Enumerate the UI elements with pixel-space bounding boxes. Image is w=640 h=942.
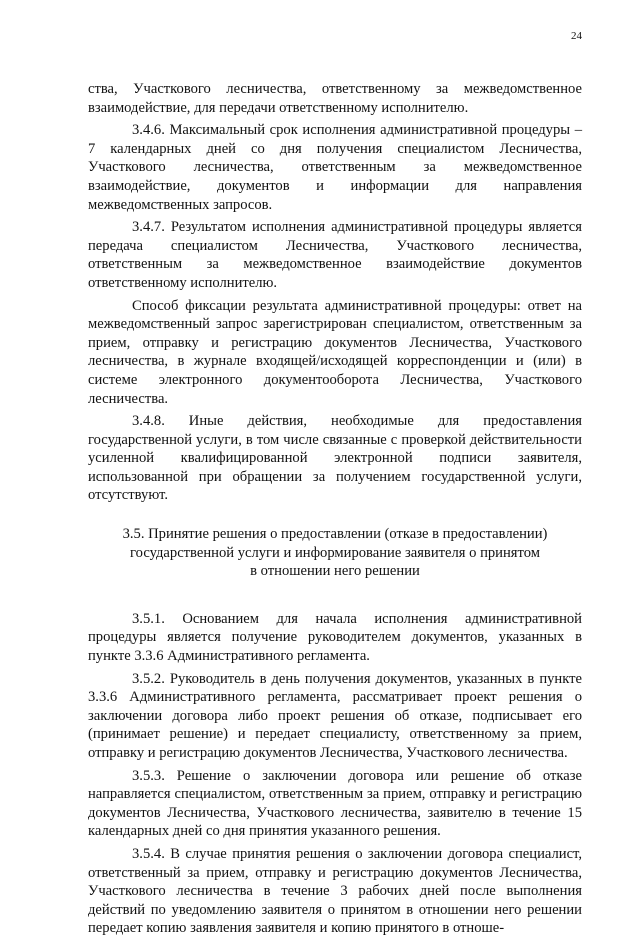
paragraph-3-5-2: 3.5.2. Руководитель в день получения документов, указанных в пункте 3.3.6 Административного регламента, рассматривает проект решения о заключении договора либо проект решения об отказе, подписывает его (принимает решение) и передает специалисту, ответственному за прием, отправку и регистрацию документов Лесничества, Участкового лесничества. <box>88 670 582 761</box>
paragraph-3-4-8: 3.4.8. Иные действия, необходимые для предоставления государственной услуги, в том числе связанные с проверкой действительности усиленной квалифицированной электронной подписи заявителя, использованной при обращении за получением государственной услуги, отсутствуют. <box>88 413 582 504</box>
paragraph-3-4-7: 3.4.7. Результатом исполнения административной процедуры является передача специалистом Лесничества, Участкового лесничества, ответственным за межведомственное взаимодействие документов ответственному исполнителю. <box>88 219 582 291</box>
paragraph-3-4-6: 3.4.6. Максимальный срок исполнения административной процедуры – 7 календарных дней со дня получения специалистом Лесничества, Участкового лесничества, ответственным за межведомственное взаимодействие, документов и информации для направления межведомственных запросов. <box>88 122 582 213</box>
paragraph-continuation: ства, Участкового лесничества, ответственному за межведомственное взаимодействие, для передачи ответственному исполнителю. <box>88 81 582 116</box>
section-heading-line: государственной услуги и информирование заявителя о принятом <box>130 544 540 561</box>
page-number: 24 <box>571 30 582 42</box>
section-heading-line: в отношении него решении <box>250 563 420 580</box>
paragraph-3-5-3: 3.5.3. Решение о заключении договора или решение об отказе направляется специалистом, ответственным за прием, отправку и регистрацию документов Лесничества, Участкового лесничества, заявителю в течение 15 календарных дней со дня принятия указанного решения. <box>88 767 582 840</box>
section-heading-3-5 <box>88 525 582 581</box>
paragraph-result-fixation: Способ фиксации результата административной процедуры: ответ на межведомственный запрос зарегистрирован специалистом, ответственным за прием, отправку и регистрацию документов Лесничества, Участкового лесничества, в журнале входящей/исходящей корреспонденции и (или) в системе электронного документооборота Лесничества, Участкового лесничества. <box>88 297 582 407</box>
paragraph-3-5-4: 3.5.4. В случае принятия решения о заключении договора специалист, ответственный за прием, отправку и регистрацию документов Лесничества, Участкового лесничества в течение 3 рабочих дней после выполнения действий по уведомлению заявителя о принятом в отношении него решении передает копию заявления заявителя и копию принятого в отноше- <box>88 845 582 937</box>
section-heading-line: 3.5. Принятие решения о предоставлении (отказе в предоставлении) <box>122 526 548 543</box>
paragraph-3-5-1: 3.5.1. Основанием для начала исполнения административной процедуры является получение руководителем документов, указанных в пункте 3.3.6 Административного регламента. <box>88 610 582 665</box>
document-body <box>88 80 582 942</box>
